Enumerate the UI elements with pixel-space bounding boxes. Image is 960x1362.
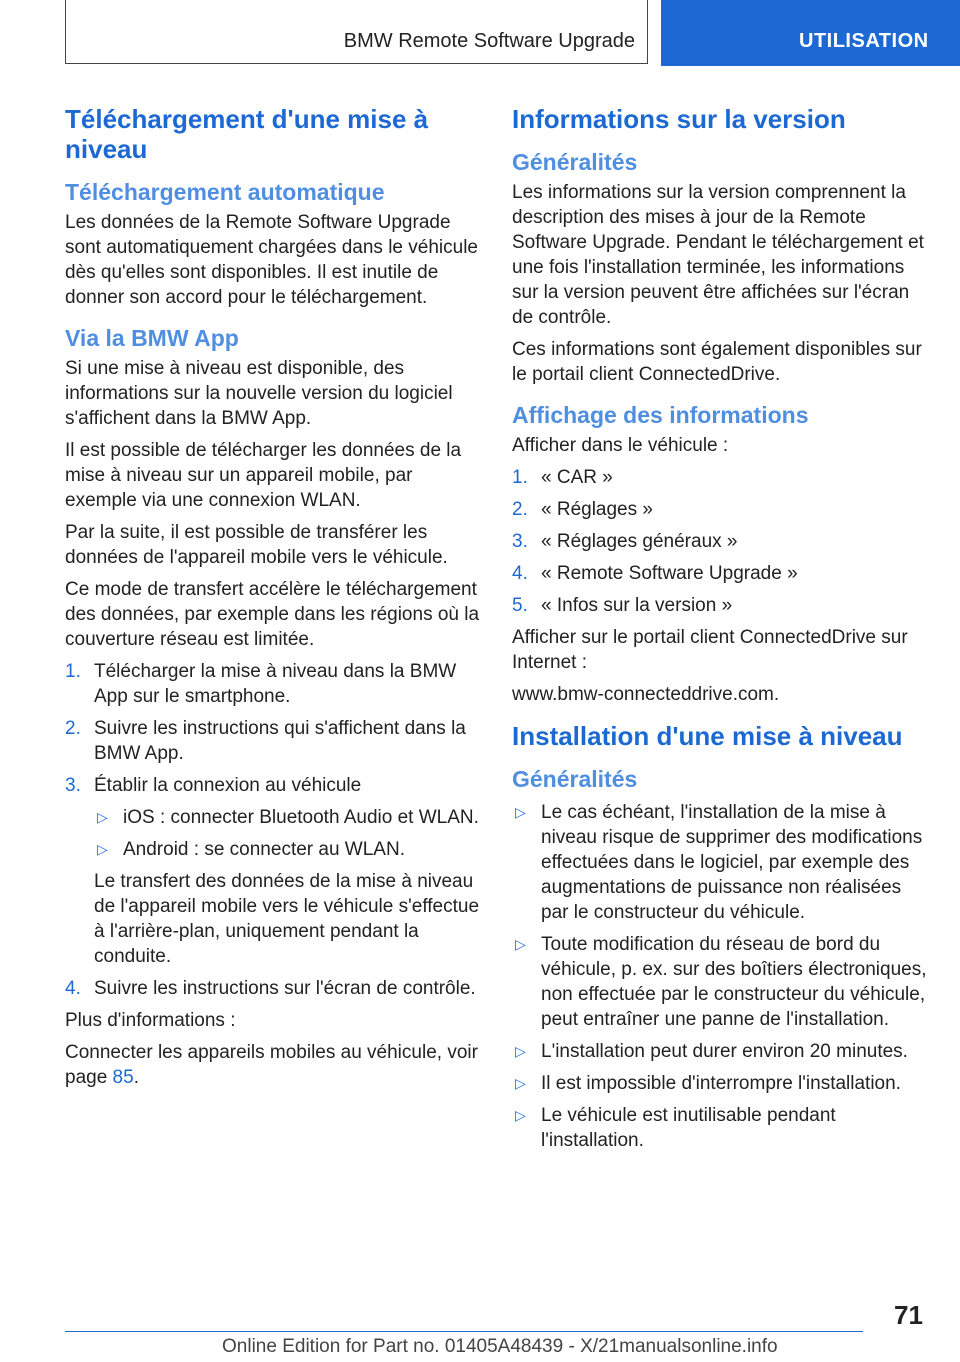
heading-installation: Installation d'une mise à niveau [512, 721, 903, 751]
list-item [65, 976, 481, 1001]
cross-reference [65, 1040, 481, 1090]
note-text: Toute modification du réseau de bord du véhicule, p. ex. sur des boîtiers électroniques, non effectuée par le constructeur du véhicule, peut entraîner une panne de l'installation. [541, 934, 927, 1030]
list-item [512, 1039, 928, 1064]
paragraph-auto-download: Les données de la Remote Software Upgrade sont automatiquement chargées dans le véhicule dès qu'elles sont disponibles. Il est inutile de donner son accord pour le téléchargement. [65, 212, 478, 308]
menu-item-text: « Réglages généraux » [541, 531, 738, 552]
menu-item-text: « Remote Software Upgrade » [541, 563, 798, 584]
note-text: Le véhicule est inutilisable pendant l'installation. [541, 1105, 836, 1151]
step-text: Télécharger la mise à niveau dans la BMW App sur le smartphone. [94, 661, 457, 707]
triangle-bullet-icon: ▷ [515, 1075, 526, 1091]
step-text: Suivre les instructions sur l'écran de contrôle. [94, 978, 476, 999]
triangle-bullet-icon: ▷ [97, 841, 108, 857]
triangle-bullet-icon: ▷ [515, 1107, 526, 1123]
list-item [65, 716, 481, 766]
triangle-bullet-icon: ▷ [97, 809, 108, 825]
paragraph-general-2: Ces informations sont également disponibles sur le portail client ConnectedDrive. [512, 339, 922, 385]
triangle-bullet-icon: ▷ [515, 936, 526, 952]
step-number: 1. [65, 661, 81, 682]
heading-download: Téléchargement d'une mise à niveau [65, 104, 429, 164]
paragraph-app-2: Il est possible de télécharger les données de la mise à niveau sur un appareil mobile, par exemple via une connexion WLAN. [65, 440, 462, 511]
heading-auto-download: Téléchargement automatique [65, 179, 385, 205]
menu-item-text: « Réglages » [541, 499, 653, 520]
note-text: L'installation peut durer environ 20 minutes. [541, 1041, 908, 1062]
header-section-tab [661, 0, 960, 66]
step-number: 3. [512, 531, 528, 552]
header-title-box [65, 0, 648, 64]
footer-divider [65, 1331, 863, 1332]
list-item [512, 529, 928, 554]
heading-version-info: Informations sur la version [512, 104, 846, 134]
list-item [94, 805, 481, 830]
note-text: Le cas échéant, l'installation de la mise à niveau risque de supprimer des modifications effectuées dans le logiciel, par exemple des augmentations de puissance non réalisées par le constructeur du véhicule. [541, 802, 923, 923]
installation-notes [512, 800, 928, 1153]
header-title: BMW Remote Software Upgrade [343, 30, 635, 52]
step-number: 3. [65, 775, 81, 796]
menu-item-text: « Infos sur la version » [541, 595, 733, 616]
list-item [512, 593, 928, 618]
list-item [512, 932, 928, 1032]
list-item [65, 773, 481, 969]
header-section-label: UTILISATION [799, 30, 929, 52]
list-item [512, 465, 928, 490]
list-item [94, 837, 481, 862]
step-number: 4. [512, 563, 528, 584]
reference-text: Connecter les appareils mobiles au véhicule, voir page [65, 1042, 478, 1088]
list-item [512, 561, 928, 586]
sub-item-text: iOS : connecter Bluetooth Audio et WLAN. [123, 807, 479, 828]
triangle-bullet-icon: ▷ [515, 1043, 526, 1059]
step-number: 1. [512, 467, 528, 488]
step-number: 4. [65, 978, 81, 999]
step3-note: Le transfert des données de la mise à niveau de l'appareil mobile vers le véhicule s'effectue à l'arrière-plan, uniquement pendant la conduite. [94, 871, 480, 967]
note-text: Il est impossible d'interrompre l'installation. [541, 1073, 901, 1094]
paragraph-app-3: Par la suite, il est possible de transférer les données de l'appareil mobile vers le véhicule. [65, 522, 448, 568]
list-item [512, 800, 928, 925]
page-link[interactable]: 85 [112, 1067, 134, 1088]
menu-path-list [512, 465, 928, 618]
step-number: 2. [512, 499, 528, 520]
footer-text: Online Edition for Part no. 01405A48439 - X/21manualsonline.info [222, 1336, 778, 1357]
paragraph-app-1: Si une mise à niveau est disponible, des informations sur la nouvelle version du logiciel s'affichent dans la BMW App. [65, 358, 453, 429]
heading-display-info: Affichage des informations [512, 402, 809, 428]
list-item [65, 659, 481, 709]
left-column [65, 100, 481, 1097]
paragraph-portal: Afficher sur le portail client ConnectedDrive sur Internet : [512, 627, 908, 673]
step-text: Suivre les instructions qui s'affichent dans la BMW App. [94, 718, 466, 764]
sub-item-text: Android : se connecter au WLAN. [123, 839, 405, 860]
paragraph-display-in-vehicle: Afficher dans le véhicule : [512, 435, 729, 456]
heading-general-2: Généralités [512, 766, 638, 792]
reference-end: . [133, 1067, 139, 1088]
paragraph-general-1: Les informations sur la version comprennent la description des mises à jour de la Remote Software Upgrade. Pendant le téléchargement et une fois l'installation terminée, les informations sur la version peuvent être affichées sur l'écran de contrôle. [512, 182, 924, 328]
paragraph-app-4: Ce mode de transfert accélère le téléchargement des données, par exemple dans les régions où la couverture réseau est limitée. [65, 579, 480, 650]
step-number: 2. [65, 718, 81, 739]
page-number: 71 [894, 1300, 923, 1330]
heading-general: Généralités [512, 149, 638, 175]
page-header [0, 0, 960, 66]
list-item [512, 1071, 928, 1096]
connection-sublist [94, 805, 481, 862]
list-item [512, 497, 928, 522]
step-number: 5. [512, 595, 528, 616]
heading-bmw-app: Via la BMW App [65, 325, 239, 351]
menu-item-text: « CAR » [541, 467, 613, 488]
right-column [512, 100, 928, 1160]
download-steps [65, 659, 481, 1001]
list-item [512, 1103, 928, 1153]
triangle-bullet-icon: ▷ [515, 804, 526, 820]
step-text: Établir la connexion au véhicule [94, 775, 362, 796]
website-url: www.bmw-connecteddrive.com. [512, 684, 780, 705]
more-info-label: Plus d'informations : [65, 1010, 236, 1031]
